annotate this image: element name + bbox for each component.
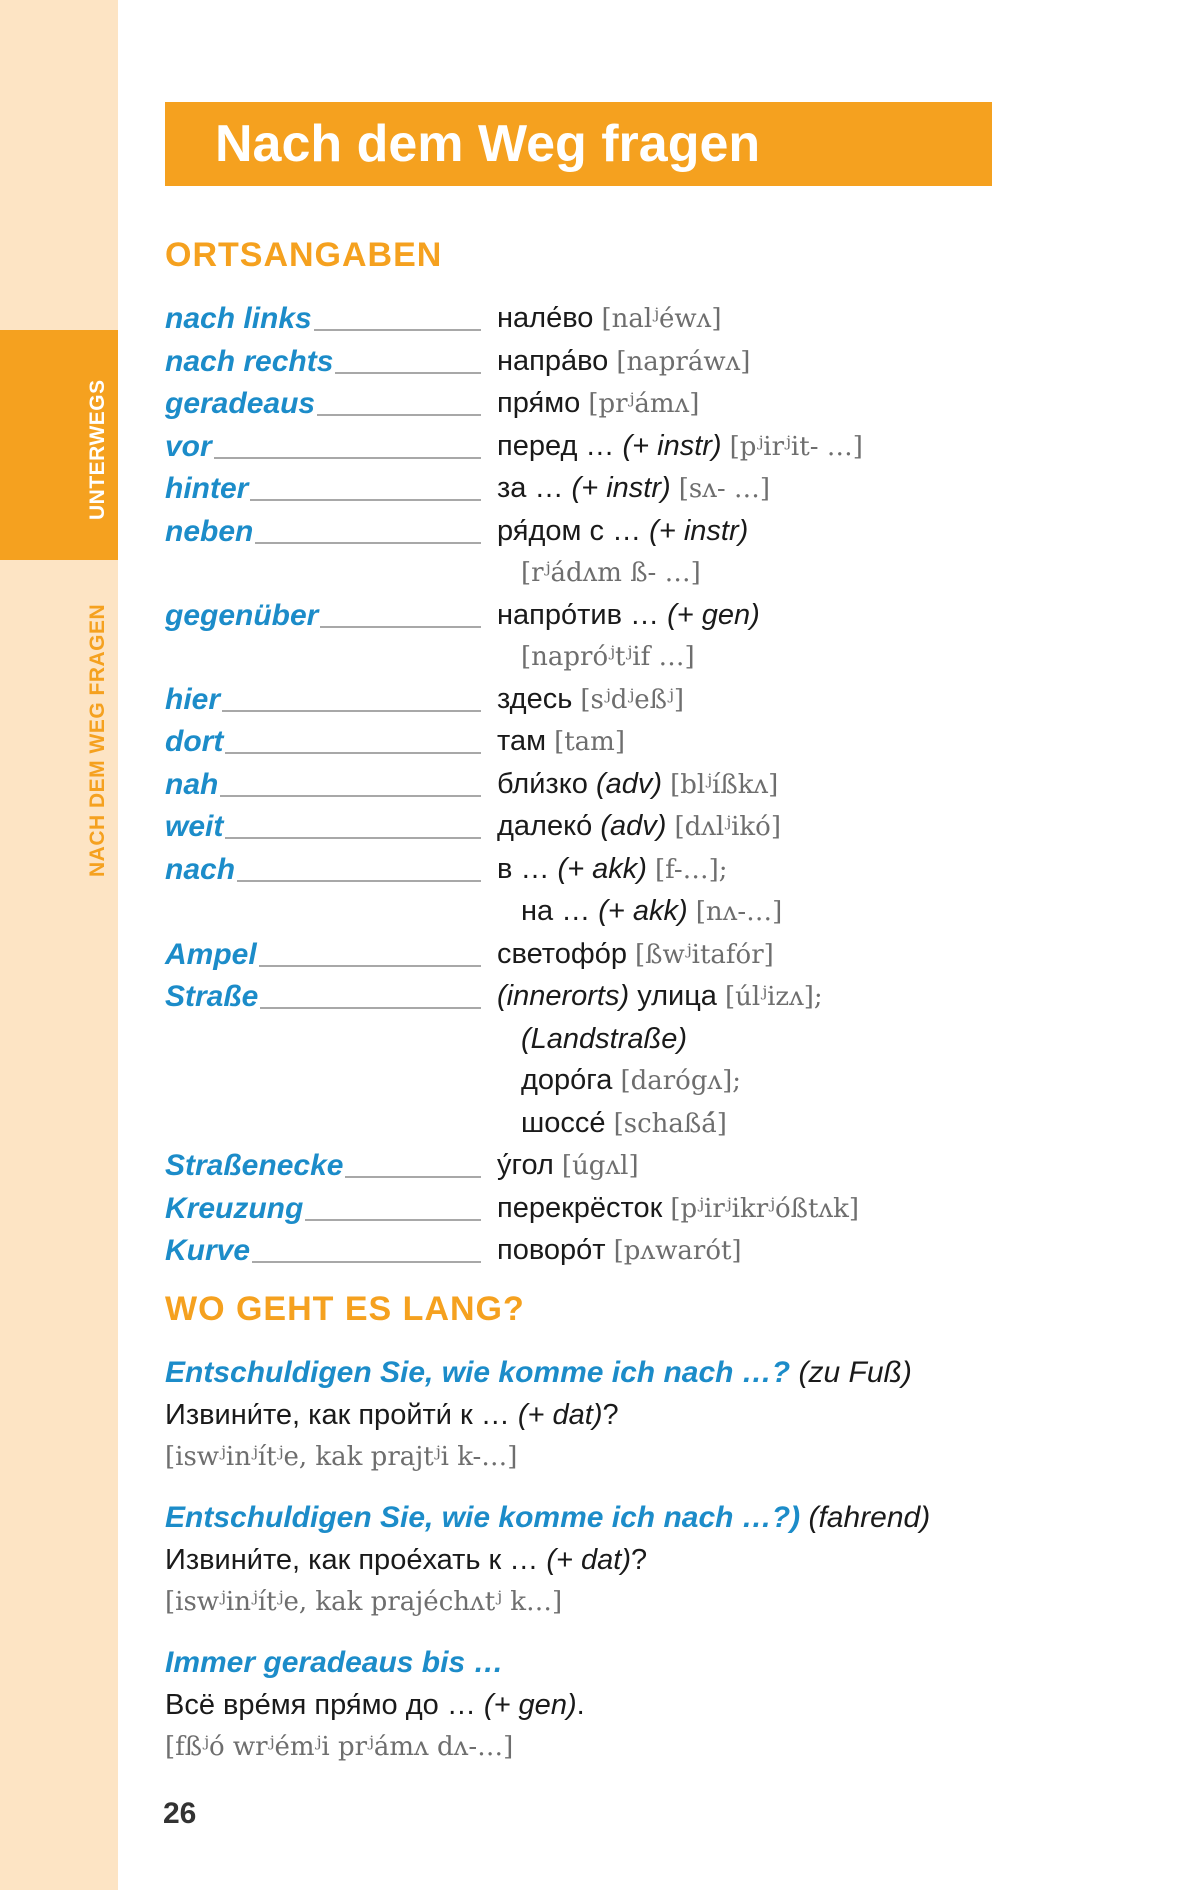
section-tab-label: NACH DEM WEG FRAGEN — [86, 603, 109, 877]
transcription: [dʌlʲikó] — [674, 812, 781, 842]
vocab-row — [165, 341, 965, 384]
context-note: (innerorts) — [497, 980, 630, 1012]
transcription: [nalʲéwʌ] — [601, 304, 722, 334]
german-phrase: Immer geradeaus bis … — [165, 1646, 504, 1679]
transcription: [fßʲó wrʲémʲi prʲámʌ dʌ-…] — [165, 1732, 514, 1762]
transcription: [blʲíßkʌ] — [670, 769, 779, 800]
german-term: Ampel — [165, 937, 257, 971]
transcription: [napráwʌ] — [616, 346, 751, 377]
german-term: dort — [165, 725, 224, 758]
german-term: nach — [165, 852, 236, 886]
russian-term-alt: на … — [521, 895, 591, 927]
russian-term: напра́во — [497, 344, 609, 377]
punctuation: ? — [602, 1399, 619, 1431]
russian-term: в … — [497, 852, 550, 885]
vocab-row — [165, 679, 965, 722]
russian-term: бли́зко — [497, 767, 588, 800]
russian-term-alt: доро́га — [521, 1064, 613, 1096]
transcription: [prʲámʌ] — [588, 389, 700, 419]
vocab-row — [165, 595, 965, 679]
russian-phrase: Извини́те, как пройти́ к … — [165, 1399, 510, 1431]
russian-term: у́гол — [497, 1149, 554, 1181]
transcription: [sʌ- …] — [678, 474, 771, 504]
transcription: [sʲdʲeßʲ] — [580, 684, 685, 715]
transcription: [napróʲtʲif …] — [521, 642, 695, 672]
transcription: [iswʲinʲítʲe, kak prajéchʌtʲ k…] — [165, 1587, 563, 1617]
german-term: Straße — [165, 980, 259, 1013]
german-term: Kreuzung — [165, 1191, 304, 1225]
vocab-row — [165, 721, 965, 764]
transcription: [darógʌ]; — [620, 1066, 742, 1096]
context-note: (zu Fuß) — [798, 1356, 912, 1389]
transcription: [pʲirʲit- …] — [729, 431, 863, 462]
margin-band — [0, 0, 118, 1890]
transcription: [nʌ-…] — [695, 897, 783, 927]
transcription: [pʌwarót] — [613, 1236, 742, 1266]
vocab-row — [165, 1230, 965, 1273]
transcription: [úgʌl] — [561, 1151, 639, 1181]
vocab-row — [165, 298, 965, 341]
grammar-note: (+ gen) — [483, 1689, 577, 1721]
vocab-row — [165, 934, 965, 977]
phrase-block — [165, 1497, 985, 1623]
vocab-row — [165, 511, 965, 595]
transcription: [f-…]; — [655, 854, 728, 885]
transcription: [úlʲizʌ]; — [725, 982, 823, 1012]
grammar-note: (+ instr) — [571, 472, 671, 504]
german-term: hier — [165, 682, 221, 716]
page-title: Nach dem Weg fragen — [165, 102, 992, 186]
russian-term: перекрёсток — [497, 1191, 663, 1224]
transcription: [rʲádʌm ß- …] — [521, 558, 701, 588]
vocab-row — [165, 426, 965, 469]
section-heading-ortsangaben: ORTSANGABEN — [165, 236, 443, 274]
german-term: Kurve — [165, 1234, 251, 1267]
transcription: [iswʲinʲítʲe, kak prajtʲi k-…] — [165, 1442, 518, 1472]
context-note: (Landstraße) — [521, 1022, 688, 1055]
vocab-row — [165, 849, 965, 934]
vocab-list — [165, 298, 965, 1273]
vocab-row — [165, 806, 965, 849]
russian-term: светофо́р — [497, 937, 627, 970]
grammar-note: (+ dat) — [517, 1399, 603, 1431]
grammar-note: (+ instr) — [622, 429, 722, 462]
german-term: vor — [165, 429, 212, 463]
vocab-row — [165, 1188, 965, 1231]
russian-term-alt: шоссе́ — [521, 1106, 606, 1139]
punctuation: . — [576, 1689, 585, 1721]
german-phrase: Entschuldigen Sie, wie komme ich nach …?) — [165, 1501, 801, 1534]
german-term: nach rechts — [165, 344, 334, 378]
german-term: geradeaus — [165, 387, 316, 420]
german-term: neben — [165, 514, 254, 548]
german-term: weit — [165, 810, 224, 843]
page-number: 26 — [163, 1797, 197, 1830]
section-heading-wo-geht-es-lang: WO GEHT ES LANG? — [165, 1290, 525, 1328]
grammar-note: (+ akk) — [557, 852, 647, 885]
german-phrase: Entschuldigen Sie, wie komme ich nach …? — [165, 1356, 791, 1389]
german-term: hinter — [165, 472, 249, 505]
vocab-row — [165, 468, 965, 511]
german-term: nach links — [165, 302, 312, 335]
russian-term: за … — [497, 472, 564, 504]
transcription: [tam] — [554, 727, 625, 757]
russian-term: нале́во — [497, 302, 594, 334]
vocab-row — [165, 1145, 965, 1188]
russian-term: далеко́ — [497, 810, 593, 842]
punctuation: ? — [631, 1544, 648, 1576]
phrase-block — [165, 1642, 985, 1768]
transcription: [ßwʲitafór] — [635, 939, 774, 970]
grammar-note: (+ akk) — [598, 895, 688, 927]
grammar-note: (adv) — [595, 767, 663, 800]
russian-term: поворо́т — [497, 1234, 606, 1266]
russian-term: напро́тив … — [497, 598, 660, 631]
russian-term: ря́дом с … — [497, 514, 642, 547]
russian-term: там — [497, 725, 547, 757]
grammar-note: (adv) — [600, 810, 667, 842]
vocab-row — [165, 764, 965, 807]
phrase-block — [165, 1352, 985, 1478]
chapter-tab-label: UNTERWEGS — [86, 379, 109, 520]
russian-term: пря́мо — [497, 387, 581, 419]
german-term: Straßenecke — [165, 1149, 344, 1182]
vocab-row — [165, 383, 965, 426]
german-term: gegenüber — [165, 598, 319, 632]
grammar-note: (+ gen) — [667, 598, 760, 631]
russian-term: перед … — [497, 429, 615, 462]
german-term: nah — [165, 767, 219, 801]
grammar-note: (+ instr) — [649, 514, 749, 547]
russian-phrase: Извини́те, как прое́хать к … — [165, 1544, 539, 1576]
russian-term: здесь — [497, 682, 573, 715]
transcription: [pʲirʲikrʲóßtʌk] — [670, 1193, 860, 1224]
russian-phrase: Всё вре́мя пря́мо до … — [165, 1689, 476, 1721]
transcription: [schaßá́] — [613, 1108, 727, 1139]
vocab-row — [165, 976, 965, 1145]
grammar-note: (+ dat) — [546, 1544, 631, 1576]
russian-term: улица — [637, 980, 717, 1012]
context-note: (fahrend) — [808, 1501, 931, 1534]
